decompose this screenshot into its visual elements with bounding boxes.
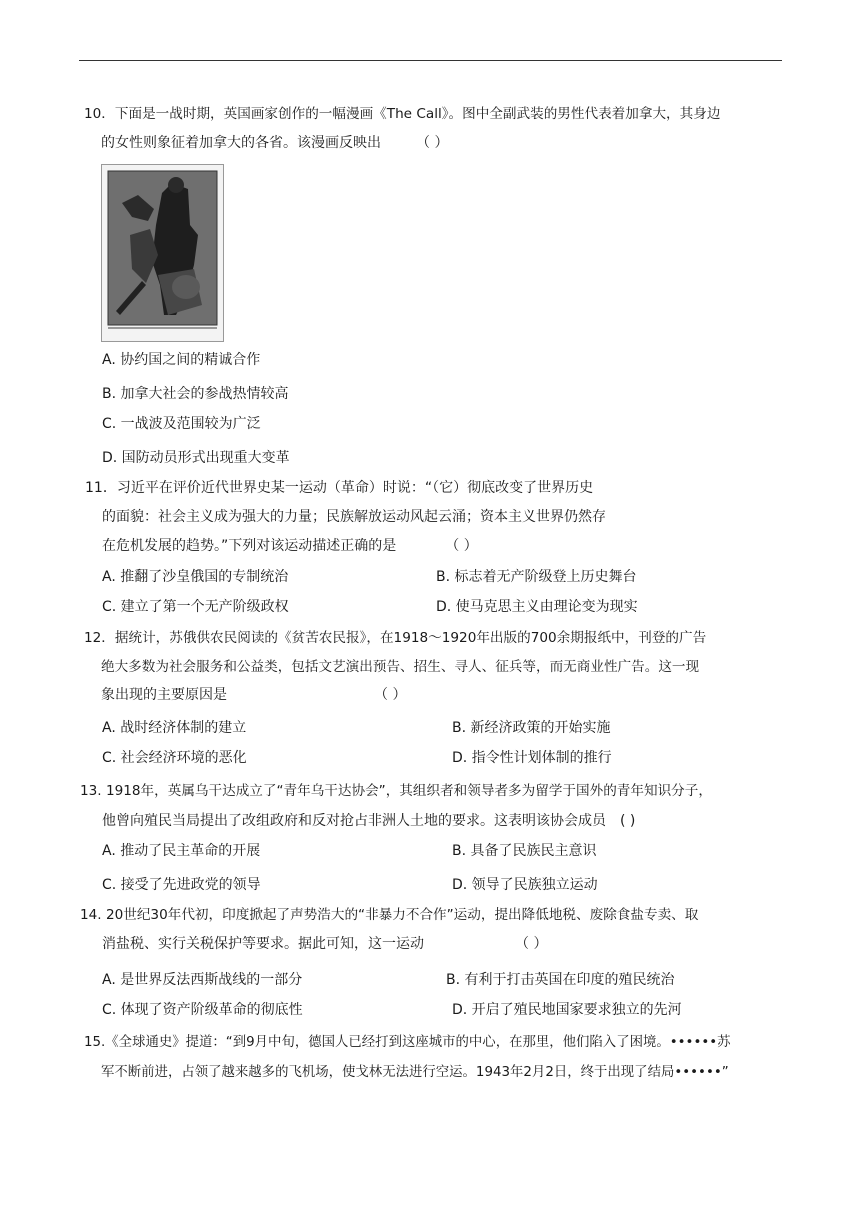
q12-stem-line-1: 12．据统计，苏俄供农民阅读的《贫苦农民报》，在1918～1920年出版的700余期报纸中，刊登的广告 bbox=[84, 630, 707, 646]
q13-option-b: B. 具备了民族民主意识 bbox=[452, 843, 597, 859]
q10-option-b: B. 加拿大社会的参战热情较高 bbox=[102, 386, 289, 402]
q12-option-b: B. 新经济政策的开始实施 bbox=[452, 720, 611, 736]
q10-option-d: D. 国防动员形式出现重大变革 bbox=[102, 450, 290, 466]
q13-stem-line-2: 他曾向殖民当局提出了改组政府和反对抢占非洲人土地的要求。这表明该协会成员 ( ) bbox=[102, 813, 636, 829]
q11-stem-line-2: 的面貌：社会主义成为强大的力量；民族解放运动风起云涌；资本主义世界仍然存 bbox=[102, 509, 606, 525]
cartoon-image bbox=[101, 164, 224, 342]
q11-option-a: A. 推翻了沙皇俄国的专制统治 bbox=[102, 569, 289, 585]
q13-option-d: D. 领导了民族独立运动 bbox=[452, 877, 598, 893]
q10-option-a: A. 协约国之间的精诚合作 bbox=[102, 352, 261, 368]
header-rule bbox=[79, 60, 782, 61]
q13-stem-line-1: 13. 1918年，英属乌干达成立了“青年乌干达协会”，其组织者和领导者多为留学于国外的青年知识分子， bbox=[80, 783, 712, 799]
q14-option-b: B. 有利于打击英国在印度的殖民统治 bbox=[446, 972, 675, 988]
q11-option-b: B. 标志着无产阶级登上历史舞台 bbox=[436, 569, 637, 585]
q14-stem-line-2: 消盐税、实行关税保护等要求。据此可知，这一运动 （ ） bbox=[102, 936, 548, 952]
q12-option-a: A. 战时经济体制的建立 bbox=[102, 720, 247, 736]
q14-stem-line-1: 14. 20世纪30年代初，印度掀起了声势浩大的“非暴力不合作”运动，提出降低地税、废除食盐专卖、取 bbox=[80, 907, 699, 923]
q10-stem-line-2: 的女性则象征着加拿大的各省。该漫画反映出 （ ） bbox=[101, 135, 449, 151]
q14-option-a: A. 是世界反法西斯战线的一部分 bbox=[102, 972, 303, 988]
q12-stem-line-2: 绝大多数为社会服务和公益类，包括文艺演出预告、招生、寻人、征兵等，而无商业性广告。这一现 bbox=[101, 659, 700, 675]
q11-option-d: D. 使马克思主义由理论变为现实 bbox=[436, 599, 638, 615]
q12-option-d: D. 指令性计划体制的推行 bbox=[452, 750, 612, 766]
q10-option-c: C. 一战波及范围较为广泛 bbox=[102, 416, 261, 432]
q11-stem-line-3: 在危机发展的趋势。”下列对该运动描述正确的是 （ ） bbox=[102, 538, 478, 554]
q10-stem-line-1: 10．下面是一战时期，英国画家创作的一幅漫画《The Call》。图中全副武装的男性代表着加拿大，其身边 bbox=[84, 106, 721, 122]
q11-option-c: C. 建立了第一个无产阶级政权 bbox=[102, 599, 289, 615]
q14-option-c: C. 体现了资产阶级革命的彻底性 bbox=[102, 1002, 303, 1018]
q12-stem-line-3: 象出现的主要原因是 （ ） bbox=[101, 687, 407, 703]
q13-option-c: C. 接受了先进政党的领导 bbox=[102, 877, 261, 893]
q15-stem-line-1: 15.《全球通史》提道：“到9月中旬，德国人已经打到这座城市的中心，在那里，他们陷入了困境。••••••苏 bbox=[84, 1035, 731, 1050]
q13-option-a: A. 推动了民主革命的开展 bbox=[102, 843, 261, 859]
q11-stem-line-1: 11．习近平在评价近代世界史某一运动（革命）时说：“（它）彻底改变了世界历史 bbox=[85, 480, 594, 496]
q14-option-d: D. 开启了殖民地国家要求独立的先河 bbox=[452, 1002, 682, 1018]
q15-stem-line-2: 军不断前进，占领了越来越多的飞机场，使戈林无法进行空运。1943年2月2日，终于出现了结局••••••” bbox=[101, 1065, 729, 1080]
q12-option-c: C. 社会经济环境的恶化 bbox=[102, 750, 247, 766]
